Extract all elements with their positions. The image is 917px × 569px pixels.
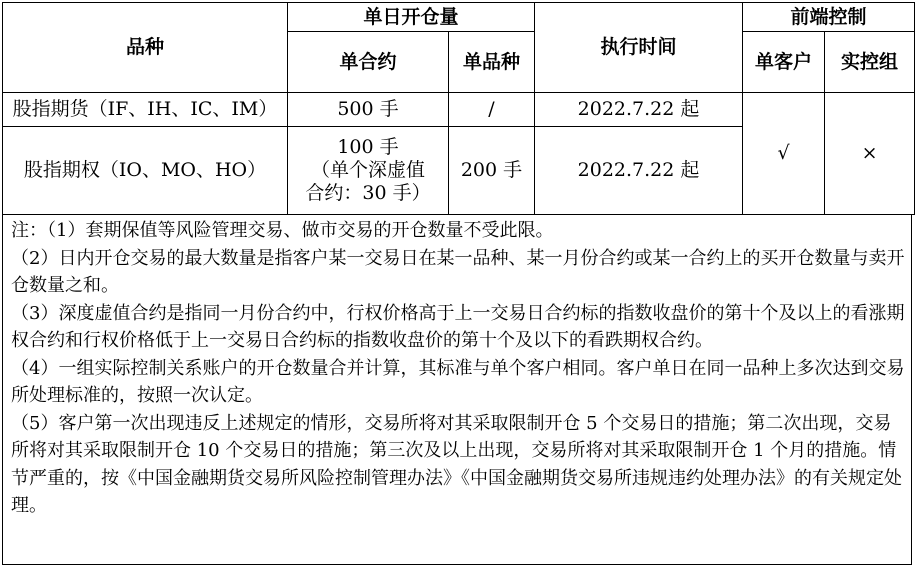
header-row-1 <box>3 3 915 32</box>
position-limit-document <box>2 2 914 565</box>
front-control-single-client-mark: √ <box>743 93 825 215</box>
header-variety: 品种 <box>3 3 288 93</box>
note-paragraph: （3）深度虚值合约是指同一月份合约中，行权价格高于上一交易日合约标的指数收盘价的第十个及以上的看涨期权合约和行权价格低于上一交易日合约标的指数收盘价的第十个及以下的看跌期权合约。 <box>11 302 905 351</box>
header-front-control: 前端控制 <box>743 3 915 32</box>
header-daily-open: 单日开仓量 <box>288 3 535 32</box>
notes-section <box>2 215 912 565</box>
header-single-client: 单客户 <box>743 32 825 93</box>
row-options-single-contract <box>288 127 449 215</box>
row-futures-exec-time: 2022.7.22 起 <box>535 93 743 127</box>
note-paragraph: （2）日内开仓交易的最大数量是指客户某一交易日在某一品种、某一月份合约或某一合约上的买开仓数量与卖开仓数量之和。 <box>11 247 905 296</box>
header-single-variety: 单品种 <box>449 32 535 93</box>
note-paragraph: 注：（1）套期保值等风险管理交易、做市交易的开仓数量不受此限。 <box>11 220 554 241</box>
note-paragraph: （5）客户第一次出现违反上述规定的情形，交易所将对其采取限制开仓 5 个交易日的措施；第二次出现，交易所将对其采取限制开仓 10 个交易日的措施；第三次及以上出现，交易所将对其采取限制开仓 1 个月的措施。情节严重的，按《中国金融期货交易所风险控制管理办法》《中国金融期货交易所违规违约处理办法》的有关规定处理。 <box>11 412 902 516</box>
note-paragraph: （4）一组实际控制关系账户的开仓数量合并计算，其标准与单个客户相同。客户单日在同一品种上多次达到交易所处理标准的，按照一次认定。 <box>11 357 905 406</box>
table-row <box>3 93 915 127</box>
position-limit-table <box>2 2 915 215</box>
row-options-variety: 股指期权（IO、MO、HO） <box>3 127 288 215</box>
options-contract-line: 100 手 <box>337 136 399 158</box>
row-options-single-variety: 200 手 <box>449 127 535 215</box>
header-single-contract: 单合约 <box>288 32 449 93</box>
front-control-group-mark: × <box>825 93 915 215</box>
header-actual-control-group: 实控组 <box>825 32 915 93</box>
options-contract-line: 合约：30 手） <box>305 182 431 204</box>
header-exec-time: 执行时间 <box>535 3 743 93</box>
row-options-exec-time: 2022.7.22 起 <box>535 127 743 215</box>
options-contract-line: （单个深虚值 <box>310 159 425 181</box>
row-futures-variety: 股指期货（IF、IH、IC、IM） <box>3 93 288 127</box>
row-futures-single-variety: / <box>449 93 535 127</box>
row-futures-single-contract: 500 手 <box>288 93 449 127</box>
